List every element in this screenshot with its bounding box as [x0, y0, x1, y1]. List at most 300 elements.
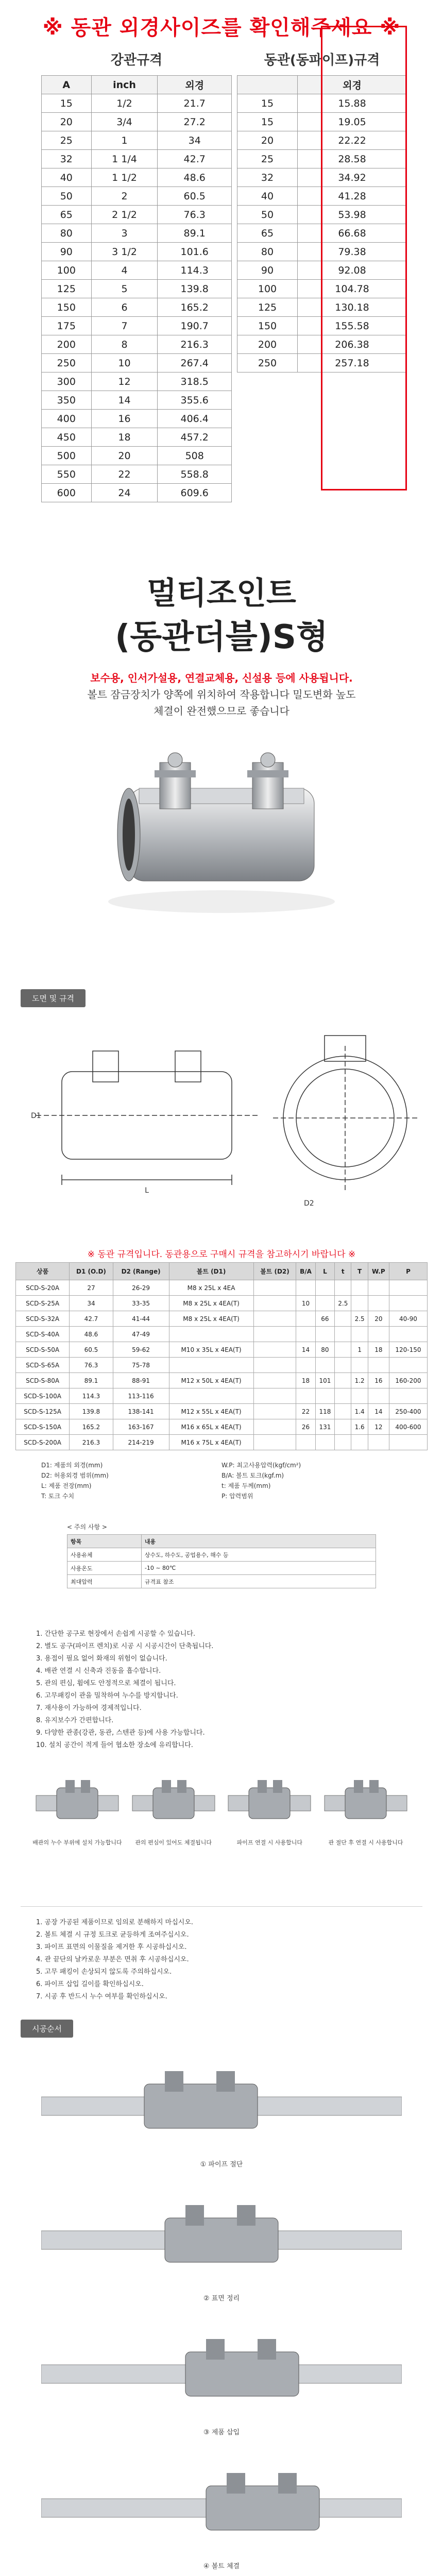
size-row [237, 168, 407, 187]
text-line: 9. 다양한 관종(강관, 동관, 스텐관 등)에 사용 가능합니다. [36, 1729, 205, 1737]
size-header [237, 76, 298, 94]
spec-cell [335, 1280, 351, 1296]
svg-text:D2: D2 [304, 1199, 314, 1208]
size-cell: 21.7 [158, 94, 232, 113]
size-cell: 25 [237, 150, 298, 168]
legend-item: t: 제품 두께(mm) [222, 1482, 271, 1489]
notes-row [67, 1548, 376, 1562]
size-cell: 165.2 [158, 298, 232, 317]
spec-cell [315, 1435, 334, 1450]
spec-cell [253, 1327, 296, 1342]
spec-cell [368, 1435, 389, 1450]
spec-cell: 22 [296, 1404, 315, 1419]
size-cell: 90 [237, 261, 298, 280]
spec-cell [335, 1404, 351, 1419]
size-cell: 32 [42, 150, 92, 168]
spec-row [16, 1419, 428, 1435]
size-cell: 100 [237, 280, 298, 298]
size-cell: 1 [91, 131, 158, 150]
legend-row [41, 1461, 402, 1471]
spec-header: 볼트 (D1) [169, 1263, 253, 1280]
spec-header: W.P [368, 1263, 389, 1280]
size-row [42, 113, 232, 131]
size-cell: 15 [237, 113, 298, 131]
spec-cell [296, 1280, 315, 1296]
caution-list [36, 1917, 407, 2003]
size-cell: 508 [158, 447, 232, 465]
size-row [42, 187, 232, 206]
spec-cell: SCD-S-32A [16, 1311, 70, 1327]
text-line: 5. 관의 편심, 휨에도 안정적으로 체결이 됩니다. [36, 1680, 176, 1687]
text-line: 2. 별도 공구(파이프 렌치)로 시공 시 시공시간이 단축됩니다. [36, 1642, 214, 1650]
size-tables [0, 49, 443, 570]
spec-cell: 2.5 [335, 1296, 351, 1311]
spec-cell [389, 1435, 427, 1450]
size-cell: 1/2 [91, 94, 158, 113]
legend-item: T: 토크 수치 [41, 1493, 75, 1500]
size-cell: 65 [237, 224, 298, 243]
size-cell: 250 [42, 354, 92, 372]
size-cell: 3 1/2 [91, 243, 158, 261]
legend-item: D2: 허용외경 범위(mm) [41, 1472, 109, 1479]
divider [21, 1906, 422, 1907]
size-cell: 350 [42, 391, 92, 410]
spec-cell: 1.6 [351, 1419, 368, 1435]
feature-line-2: 볼트 잠금장치가 양쪽에 위치하여 작용합니다 밀도변화 높도 [87, 688, 356, 701]
spec-cell [315, 1296, 334, 1311]
legend-item: D1: 제품의 외경(mm) [41, 1462, 103, 1469]
size-cell: 10 [91, 354, 158, 372]
size-warning-banner [0, 0, 443, 49]
size-cell: 250 [237, 354, 298, 372]
notes-box [67, 1522, 376, 1588]
spec-cell [296, 1311, 315, 1327]
spec-cell [389, 1388, 427, 1404]
spec-table [15, 1262, 428, 1450]
size-cell: 600 [42, 484, 92, 502]
size-row [237, 94, 407, 113]
size-row [42, 465, 232, 484]
size-row [42, 428, 232, 447]
text-line: 4. 관 끝단의 날카로운 부분은 면취 후 시공하십시오. [36, 1956, 189, 1963]
notes-cell: 최대압력 [67, 1575, 142, 1588]
size-cell: 150 [237, 317, 298, 335]
size-cell: 40 [237, 187, 298, 206]
text-line: 10. 설치 공간이 적게 들어 협소한 장소에 유리합니다. [36, 1741, 193, 1749]
spec-cell: 101 [315, 1373, 334, 1388]
spec-cell [335, 1373, 351, 1388]
size-row [237, 206, 407, 224]
size-cell: 1 1/2 [91, 168, 158, 187]
spec-cell [368, 1358, 389, 1373]
feature-line-1: 보수용, 인서가설용, 연결교체용, 신설용 등에 사용됩니다. [90, 672, 353, 684]
spec-cell [253, 1419, 296, 1435]
usage-photo [31, 1772, 124, 1846]
spec-cell [351, 1435, 368, 1450]
spec-cell [315, 1327, 334, 1342]
size-cell: 206.38 [298, 335, 407, 354]
size-row [237, 224, 407, 243]
drawing-section-head [21, 989, 86, 1010]
size-cell: 79.38 [298, 243, 407, 261]
spec-cell: 41-44 [113, 1311, 169, 1327]
spec-cell: 33-35 [113, 1296, 169, 1311]
size-row [237, 335, 407, 354]
text-line: 6. 고무패킹이 관을 밀착하여 누수를 방지합니다. [36, 1692, 178, 1700]
size-row [42, 391, 232, 410]
legend-item: W.P: 최고사용압력(kgf/cm²) [222, 1462, 301, 1469]
text-line: 4. 배관 연결 시 신축과 진동을 흡수합니다. [36, 1667, 161, 1675]
legend-row [41, 1481, 402, 1492]
text-line: 1. 간단한 공구로 현장에서 손쉽게 시공할 수 있습니다. [36, 1630, 196, 1638]
spec-cell: 216.3 [70, 1435, 113, 1450]
size-cell: 20 [237, 131, 298, 150]
text-line: 8. 유지보수가 간편합니다. [36, 1717, 114, 1724]
spec-cell [253, 1296, 296, 1311]
spec-cell: 250-400 [389, 1404, 427, 1419]
usage-photo-row [31, 1772, 412, 1846]
legend-item: B/A: 볼트 토크(kgf.m) [222, 1472, 284, 1479]
size-cell: 6 [91, 298, 158, 317]
spec-cell: 48.6 [70, 1327, 113, 1342]
install-step [41, 2056, 402, 2174]
install-step-label: ④ 볼트 체결 [203, 2563, 240, 2570]
spec-cell: M8 x 25L x 4EA(T) [169, 1311, 253, 1327]
svg-text:D1: D1 [31, 1112, 41, 1120]
spec-cell [253, 1358, 296, 1373]
spec-cell [368, 1327, 389, 1342]
spec-header: P [389, 1263, 427, 1280]
size-cell: 50 [42, 187, 92, 206]
spec-cell: M16 x 75L x 4EA(T) [169, 1435, 253, 1450]
notes-table [67, 1534, 376, 1588]
install-section-label: 시공순서 [21, 2020, 73, 2038]
spec-cell [389, 1327, 427, 1342]
spec-cell: 16 [368, 1373, 389, 1388]
text-line: 2. 볼트 체결 시 규정 토크로 균등하게 조여주십시오. [36, 1931, 189, 1939]
size-cell: 19.05 [298, 113, 407, 131]
usage-photo-image [130, 1772, 217, 1834]
size-cell: 20 [91, 447, 158, 465]
install-step-label: ③ 제품 삽입 [203, 2429, 240, 2436]
size-row [42, 150, 232, 168]
spec-cell: 114.3 [70, 1388, 113, 1404]
usage-photo [223, 1772, 316, 1846]
drawing-section-label: 도면 및 규격 [21, 989, 86, 1007]
spec-cell [253, 1435, 296, 1450]
spec-cell: SCD-S-20A [16, 1280, 70, 1296]
size-cell: 457.2 [158, 428, 232, 447]
size-cell: 22 [91, 465, 158, 484]
spec-cell [169, 1388, 253, 1404]
size-cell: 5 [91, 280, 158, 298]
size-header: A [42, 76, 92, 94]
size-cell: 20 [42, 113, 92, 131]
size-cell: 355.6 [158, 391, 232, 410]
spec-cell: 14 [296, 1342, 315, 1358]
size-cell: 25 [42, 131, 92, 150]
text-line: 3. 파이프 표면의 이물질을 제거한 후 시공하십시오. [36, 1943, 187, 1951]
size-cell: 15.88 [298, 94, 407, 113]
size-cell: 216.3 [158, 335, 232, 354]
spec-cell [253, 1404, 296, 1419]
size-cell: 267.4 [158, 354, 232, 372]
notes-cell: 규격표 참조 [141, 1575, 376, 1588]
spec-cell: 66 [315, 1311, 334, 1327]
size-cell: 16 [91, 410, 158, 428]
size-cell: 114.3 [158, 261, 232, 280]
size-cell: 28.58 [298, 150, 407, 168]
usage-caption: 파이프 연결 시 사용합니다 [236, 1839, 302, 1846]
product-title [0, 572, 443, 659]
size-row [42, 484, 232, 502]
size-cell: 41.28 [298, 187, 407, 206]
size-cell: 100 [42, 261, 92, 280]
size-header: 외경 [298, 76, 407, 94]
product-photo [93, 721, 350, 927]
usage-photo-image [226, 1772, 313, 1834]
text-line: 5. 고무 패킹이 손상되지 않도록 주의하십시오. [36, 1968, 172, 1976]
size-cell: 300 [42, 372, 92, 391]
size-cell: 80 [42, 224, 92, 243]
feature-list [36, 1628, 407, 1752]
install-step [41, 2324, 402, 2442]
spec-cell [389, 1358, 427, 1373]
install-step-image [41, 2190, 402, 2287]
size-cell: 27.2 [158, 113, 232, 131]
size-row [42, 372, 232, 391]
spec-cell [315, 1280, 334, 1296]
spec-cell [296, 1435, 315, 1450]
spec-cell [335, 1435, 351, 1450]
spec-cell [368, 1388, 389, 1404]
text-line: 1. 공장 가공된 제품이므로 임의로 분해하지 마십시오. [36, 1919, 194, 1926]
size-row [237, 298, 407, 317]
spec-cell [296, 1358, 315, 1373]
install-step-label: ① 파이프 절단 [200, 2161, 243, 2168]
spec-cell: 165.2 [70, 1419, 113, 1435]
install-section-head [21, 2020, 73, 2040]
spec-cell [389, 1296, 427, 1311]
size-cell: 609.6 [158, 484, 232, 502]
install-step-image [41, 2458, 402, 2555]
spec-row [16, 1388, 428, 1404]
spec-row [16, 1296, 428, 1311]
spec-cell: M8 x 25L x 4EA [169, 1280, 253, 1296]
size-cell: 125 [42, 280, 92, 298]
spec-cell: M16 x 65L x 4EA(T) [169, 1419, 253, 1435]
usage-caption: 배관의 누수 부위에 설치 가능합니다 [32, 1839, 122, 1846]
spec-cell: M12 x 50L x 4EA(T) [169, 1373, 253, 1388]
size-cell: 3 [91, 224, 158, 243]
spec-cell [335, 1388, 351, 1404]
spec-cell: 1.4 [351, 1404, 368, 1419]
spec-cell [253, 1280, 296, 1296]
spec-cell: 47-49 [113, 1327, 169, 1342]
spec-cell [368, 1280, 389, 1296]
spec-cell: 139.8 [70, 1404, 113, 1419]
size-cell: 125 [237, 298, 298, 317]
size-cell: 155.58 [298, 317, 407, 335]
size-cell: 450 [42, 428, 92, 447]
spec-cell: 400-600 [389, 1419, 427, 1435]
spec-cell [335, 1311, 351, 1327]
size-row [42, 354, 232, 372]
size-cell: 14 [91, 391, 158, 410]
spec-row [16, 1435, 428, 1450]
install-step [41, 2458, 402, 2576]
size-cell: 200 [237, 335, 298, 354]
spec-cell: 26 [296, 1419, 315, 1435]
size-cell: 34.92 [298, 168, 407, 187]
spec-cell [351, 1388, 368, 1404]
spec-cell [315, 1388, 334, 1404]
spec-cell: SCD-S-40A [16, 1327, 70, 1342]
copper-note: ※ 동관 규격입니다. 동관용으로 구매시 규격을 참고하시기 바랍니다 ※ [87, 1249, 356, 1260]
size-cell: 18 [91, 428, 158, 447]
notes-row [67, 1575, 376, 1588]
install-step-image [41, 2324, 402, 2421]
size-cell: 92.08 [298, 261, 407, 280]
spec-cell: 59-62 [113, 1342, 169, 1358]
size-cell: 7 [91, 317, 158, 335]
size-cell: 558.8 [158, 465, 232, 484]
install-step-label: ② 표면 정리 [203, 2295, 240, 2302]
size-cell: 406.4 [158, 410, 232, 428]
spec-cell: M12 x 55L x 4EA(T) [169, 1404, 253, 1419]
spec-cell: M10 x 35L x 4EA(T) [169, 1342, 253, 1358]
copper-pipe-table [237, 75, 407, 372]
spec-cell: 131 [315, 1419, 334, 1435]
size-row [237, 261, 407, 280]
spec-cell: 88-91 [113, 1373, 169, 1388]
size-cell: 12 [91, 372, 158, 391]
spec-cell: SCD-S-65A [16, 1358, 70, 1373]
size-cell: 24 [91, 484, 158, 502]
technical-drawing [15, 1015, 428, 1231]
size-row [237, 280, 407, 298]
size-row [42, 224, 232, 243]
install-step-image [41, 2056, 402, 2154]
size-cell: 50 [237, 206, 298, 224]
size-cell: 76.3 [158, 206, 232, 224]
spec-cell [335, 1342, 351, 1358]
size-cell: 89.1 [158, 224, 232, 243]
size-cell: 66.68 [298, 224, 407, 243]
spec-cell [253, 1373, 296, 1388]
size-row [42, 206, 232, 224]
usage-caption: 관 절단 후 연결 시 사용합니다 [328, 1839, 403, 1846]
spec-cell [253, 1342, 296, 1358]
size-cell: 318.5 [158, 372, 232, 391]
legend-row [41, 1492, 402, 1502]
notes-header: 내용 [141, 1535, 376, 1548]
size-cell: 3/4 [91, 113, 158, 131]
spec-cell [351, 1280, 368, 1296]
spec-cell [389, 1280, 427, 1296]
size-cell: 32 [237, 168, 298, 187]
size-row [237, 243, 407, 261]
size-cell: 8 [91, 335, 158, 354]
size-cell: 15 [237, 94, 298, 113]
size-row [42, 317, 232, 335]
size-cell: 65 [42, 206, 92, 224]
spec-header: 상품 [16, 1263, 70, 1280]
spec-row [16, 1373, 428, 1388]
spec-cell [169, 1327, 253, 1342]
spec-cell: 1.2 [351, 1373, 368, 1388]
spec-cell: SCD-S-200A [16, 1435, 70, 1450]
spec-cell [296, 1327, 315, 1342]
product-title-line2: (동관더블)S형 [115, 618, 328, 656]
spec-cell: 26-29 [113, 1280, 169, 1296]
text-line: 7. 재사용이 가능하여 경제적입니다. [36, 1704, 142, 1712]
spec-cell: 120-150 [389, 1342, 427, 1358]
spec-cell [351, 1327, 368, 1342]
legend-item: P: 압력범위 [222, 1493, 253, 1500]
size-cell: 15 [42, 94, 92, 113]
spec-cell: 80 [315, 1342, 334, 1358]
size-row [237, 187, 407, 206]
size-cell: 53.98 [298, 206, 407, 224]
banner-text: ※ 동관 외경사이즈를 확인해주세요 ※ [42, 16, 401, 40]
spec-cell [351, 1296, 368, 1311]
size-cell: 190.7 [158, 317, 232, 335]
size-header: inch [91, 76, 158, 94]
size-row [42, 168, 232, 187]
feature-line-3: 체결이 완전했으므로 좋습니다 [154, 705, 289, 717]
spec-cell: 160-200 [389, 1373, 427, 1388]
spec-header: D1 (O.D) [70, 1263, 113, 1280]
spec-header: B/A [296, 1263, 315, 1280]
size-row [237, 131, 407, 150]
size-cell: 42.7 [158, 150, 232, 168]
text-line: 6. 파이프 삽입 길이를 확인하십시오. [36, 1980, 144, 1988]
spec-cell: 10 [296, 1296, 315, 1311]
spec-cell: 76.3 [70, 1358, 113, 1373]
size-cell: 4 [91, 261, 158, 280]
spec-cell: 42.7 [70, 1311, 113, 1327]
spec-cell [315, 1358, 334, 1373]
steel-pipe-table [41, 75, 232, 502]
spec-cell: 138-141 [113, 1404, 169, 1419]
spec-cell [368, 1296, 389, 1311]
notes-cell: 상수도, 하수도, 공업용수, 해수 등 [141, 1548, 376, 1562]
text-line: 7. 시공 후 반드시 누수 여부를 확인하십시오. [36, 1993, 167, 2001]
size-row [237, 317, 407, 335]
notes-cell: -10 ~ 80℃ [141, 1562, 376, 1575]
size-cell: 48.6 [158, 168, 232, 187]
notes-row [67, 1562, 376, 1575]
usage-photo [319, 1772, 412, 1846]
text-line: 3. 용접이 필요 없어 화재의 위험이 없습니다. [36, 1655, 167, 1663]
size-row [42, 335, 232, 354]
size-row [237, 354, 407, 372]
spec-cell: SCD-S-125A [16, 1404, 70, 1419]
notes-cell: 사용온도 [67, 1562, 142, 1575]
size-cell: 1 1/4 [91, 150, 158, 168]
spec-row [16, 1327, 428, 1342]
usage-caption: 관의 편심이 있어도 체결됩니다 [135, 1839, 212, 1846]
size-row [237, 113, 407, 131]
spec-cell: M8 x 25L x 4EA(T) [169, 1296, 253, 1311]
size-cell: 2 [91, 187, 158, 206]
usage-photo-image [33, 1772, 121, 1834]
spec-cell: 18 [368, 1342, 389, 1358]
size-row [42, 243, 232, 261]
size-row [42, 410, 232, 428]
size-cell: 34 [158, 131, 232, 150]
